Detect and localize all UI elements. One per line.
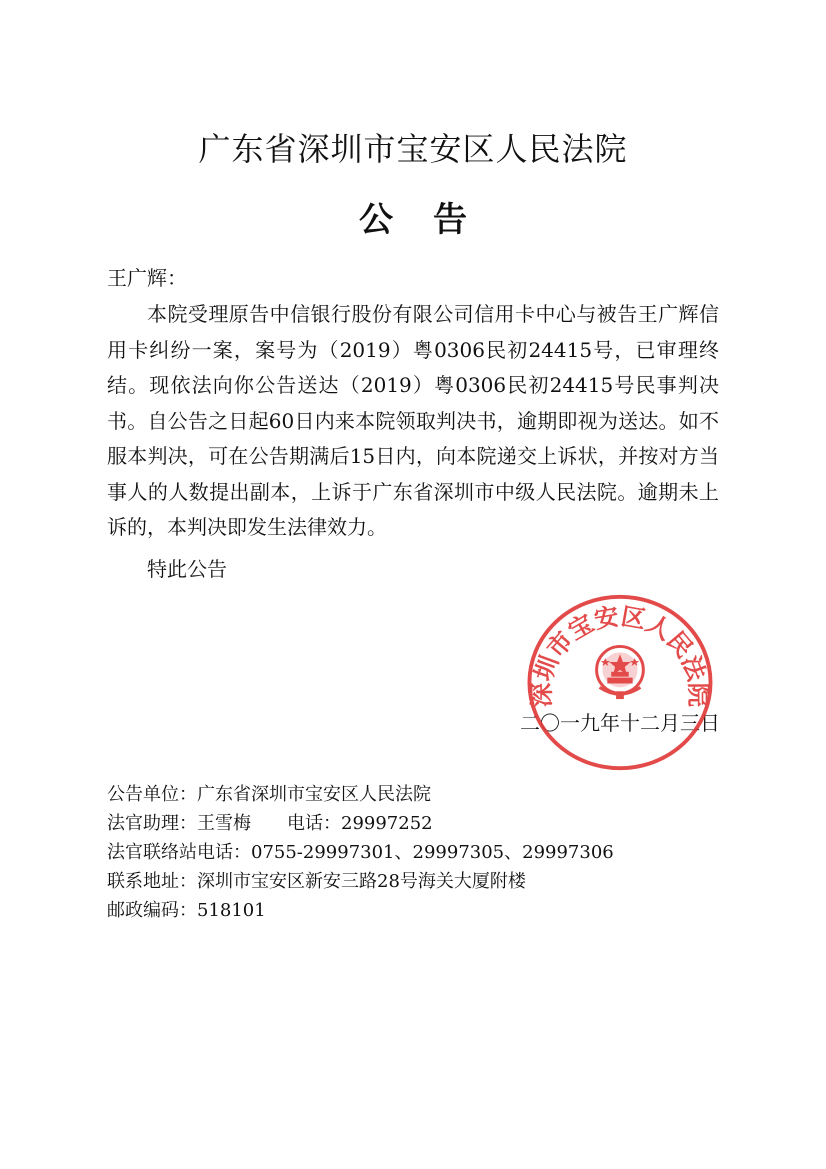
- contact-footer: [107, 780, 614, 925]
- contact-address-line: [107, 867, 614, 896]
- court-seal-icon: [521, 590, 717, 775]
- seal-text: 深圳市宝安区人民法院: [526, 601, 714, 708]
- notice-body: 本院受理原告中信银行股份有限公司信用卡中心与被告王广辉信用卡纠纷一案，案号为（2019）粤0306民初24415号，已审理终结。现依法向你公告送达（2019）粤0306民初24415号民事判决书。自公告之日起60日内来本院领取判决书，逾期即视为送达。如不服本判决，可在公告期满后15日内，向本院递交上诉状，并按对方当事人的人数提出副本，上诉于广东省深圳市中级人民法院。逾期未上诉的，本判决即发生法律效力。: [107, 302, 719, 539]
- contact-address-value: 深圳市宝安区新安三路28号海关大厦附楼: [197, 871, 526, 892]
- postcode-line: [107, 896, 614, 925]
- judge-assistant-label: 法官助理：: [107, 813, 197, 834]
- notice-date: 二〇一九年十二月三日: [520, 711, 720, 735]
- issuing-unit-value: 广东省深圳市宝安区人民法院: [197, 784, 431, 805]
- liaison-station-line: [107, 838, 614, 867]
- closing-phrase: 特此公告: [147, 557, 227, 581]
- phone-label: 电话：: [287, 813, 341, 834]
- postcode-label: 邮政编码：: [107, 900, 197, 921]
- judge-assistant-value: 王雪梅: [197, 813, 251, 834]
- contact-address-label: 联系地址：: [107, 871, 197, 892]
- issuing-unit-label: 公告单位：: [107, 784, 197, 805]
- phone-value: 29997252: [341, 813, 433, 834]
- liaison-station-value: 0755-29997301、29997305、29997306: [251, 842, 614, 863]
- addressee: 王广辉：: [107, 266, 187, 290]
- postcode-value: 518101: [197, 900, 266, 921]
- liaison-station-label: 法官联络站电话：: [107, 842, 251, 863]
- notice-title: 公告: [359, 200, 507, 240]
- judge-assistant-line: [107, 809, 614, 838]
- issuing-unit-line: [107, 780, 614, 809]
- court-name-heading: 广东省深圳市宝安区人民法院: [198, 130, 628, 168]
- national-emblem-icon: [597, 646, 644, 699]
